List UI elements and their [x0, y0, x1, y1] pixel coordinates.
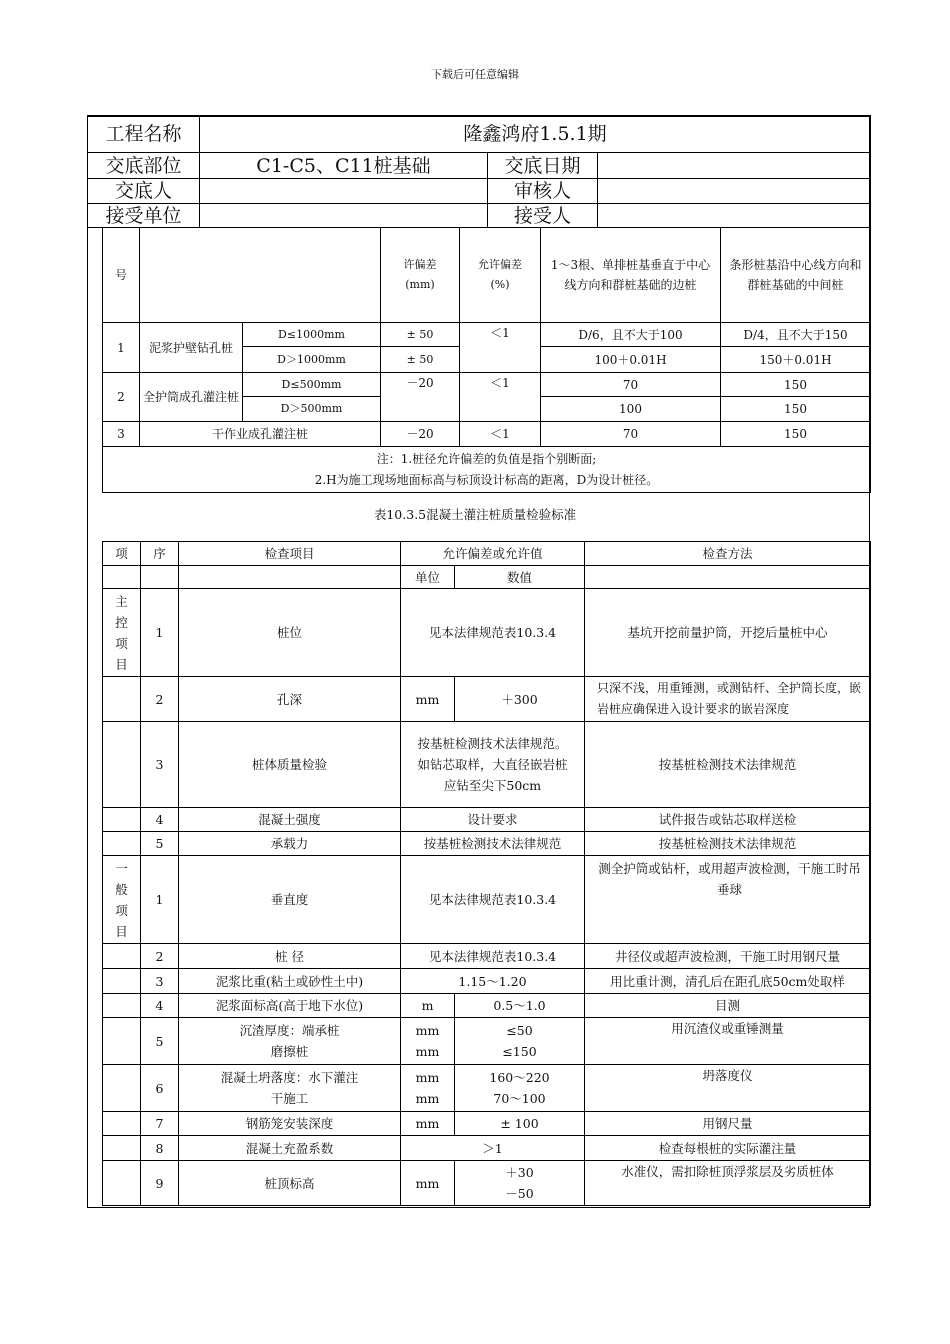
qc-method: 用比重计测，清孔后在距孔底50cm处取样	[585, 969, 871, 994]
tol-note-1: 注：1.桩径允许偏差的负值是指个别断面;	[376, 451, 597, 466]
tol-r1b-b: 150＋0.01H	[721, 347, 871, 373]
qc-seq: 2	[141, 944, 179, 969]
qc-allow: 按基桩检测技术法律规范	[401, 832, 585, 856]
qc-item: 桩体质量检验	[179, 722, 401, 808]
general-group-label: 一 般 项 目	[103, 856, 141, 944]
tol-r1a-b: D/4，且不大于150	[721, 323, 871, 347]
qc-method: 测全护筒或钻杆，或用超声波检测，干施工时吊垂球	[585, 856, 871, 944]
info-table	[87, 115, 871, 228]
qc-item: 承载力	[179, 832, 401, 856]
qc-header-seq: 序	[141, 542, 179, 566]
qc-seq: 3	[141, 969, 179, 994]
tol-r1b-sub: D＞1000mm	[243, 347, 381, 373]
tol-r1b-dev: ± 50	[381, 347, 460, 373]
tol-r1-pct: ＜1	[460, 323, 541, 373]
qc-seq: 2	[141, 677, 179, 722]
qc-seq: 8	[141, 1136, 179, 1161]
page-header: 下载后可任意编辑	[431, 68, 519, 81]
tol-r3-no: 3	[103, 422, 140, 447]
qc-method: 按基桩检测技术法律规范	[585, 722, 871, 808]
qc-item: 混凝土强度	[179, 808, 401, 832]
qc-value: ＋300	[455, 677, 585, 722]
qc-header-unit: 单位	[401, 566, 455, 589]
tol-header-edge: 1～3根、单排桩基垂直于中心线方向和群桩基础的边桩	[541, 228, 721, 323]
tol-header-middle: 条形桩基沿中心线方向和群桩基础的中间桩	[721, 228, 871, 323]
reviewer-value	[598, 179, 871, 204]
qc-seq: 4	[141, 808, 179, 832]
tol-r2b-b: 150	[721, 397, 871, 422]
tol-r3-dev: －20	[381, 422, 460, 447]
part-label: 交底部位	[88, 153, 200, 179]
qc-item: 垂直度	[179, 856, 401, 944]
qc-method: 试件报告或钻芯取样送检	[585, 808, 871, 832]
qc-seq: 3	[141, 722, 179, 808]
qc-item: 桩顶标高	[179, 1161, 401, 1206]
tol-r2a-b: 150	[721, 373, 871, 397]
qc-allow: 按基桩检测技术法律规范。 如钻芯取样，大直径嵌岩桩应钻至尖下50cm	[401, 722, 585, 808]
qc-method: 按基桩检测技术法律规范	[585, 832, 871, 856]
qc-method: 用沉渣仪或重锤测量	[585, 1018, 871, 1065]
unit-value	[200, 204, 488, 228]
part-value: C1-C5、C11桩基础	[200, 153, 488, 179]
qc-value: ± 100	[455, 1112, 585, 1136]
tol-r2-pct: ＜1	[460, 373, 541, 422]
project-label: 工程名称	[88, 116, 200, 153]
qc-item: 钢筋笼安装深度	[179, 1112, 401, 1136]
qc-header-allow: 允许偏差或允许值	[401, 542, 585, 566]
qc-unit: mm	[401, 1161, 455, 1206]
person-label: 交底人	[88, 179, 200, 204]
qc-seq: 1	[141, 589, 179, 677]
tol-r2-no: 2	[103, 373, 140, 422]
qc-item: 桩 径	[179, 944, 401, 969]
qc-header-value: 数值	[455, 566, 585, 589]
tol-r2b-sub: D＞500mm	[243, 397, 381, 422]
qc-method: 水准仪，需扣除桩顶浮浆层及劣质桩体	[585, 1161, 871, 1206]
tol-r3-name: 干作业成孔灌注桩	[140, 422, 381, 447]
qc-seq: 4	[141, 994, 179, 1018]
qc-unit: mm mm	[401, 1065, 455, 1112]
qc-seq: 5	[141, 832, 179, 856]
qc-seq: 9	[141, 1161, 179, 1206]
qc-method: 目测	[585, 994, 871, 1018]
qc-item: 泥浆比重(粘土或砂性土中)	[179, 969, 401, 994]
tol-r2b-a: 100	[541, 397, 721, 422]
qc-header-method: 检查方法	[585, 542, 871, 566]
tol-header-pct: 允许偏差 (%)	[460, 228, 541, 323]
qc-method: 检查每根桩的实际灌注量	[585, 1136, 871, 1161]
qc-item: 泥浆面标高(高于地下水位)	[179, 994, 401, 1018]
quality-table	[102, 541, 871, 1206]
tolerance-table	[102, 227, 871, 493]
tol-r1a-dev: ± 50	[381, 323, 460, 347]
tol-r2a-a: 70	[541, 373, 721, 397]
qc-seq: 6	[141, 1065, 179, 1112]
qc-allow: ＞1	[401, 1136, 585, 1161]
qc-unit: m	[401, 994, 455, 1018]
qc-header-check: 检查项目	[179, 542, 401, 566]
receiver-value	[598, 204, 871, 228]
main-control-group-label: 主 控 项 目	[103, 589, 141, 677]
qc-value: 0.5～1.0	[455, 994, 585, 1018]
qc-item: 桩位	[179, 589, 401, 677]
date-value	[598, 153, 871, 179]
tol-note-2: 2.H为施工现场地面标高与标顶设计标高的距离，D为设计桩径。	[314, 472, 659, 487]
person-value	[200, 179, 488, 204]
qc-unit: mm	[401, 677, 455, 722]
qc-seq: 1	[141, 856, 179, 944]
qc-allow: 设计要求	[401, 808, 585, 832]
table-caption: 表10.3.5混凝土灌注桩质量检验标准	[373, 507, 577, 522]
qc-seq: 7	[141, 1112, 179, 1136]
date-label: 交底日期	[488, 153, 598, 179]
qc-method: 坍落度仪	[585, 1065, 871, 1112]
qc-method: 用钢尺量	[585, 1112, 871, 1136]
tol-r1b-a: 100＋0.01H	[541, 347, 721, 373]
tol-r3-b: 150	[721, 422, 871, 447]
qc-unit: mm	[401, 1112, 455, 1136]
qc-item: 孔深	[179, 677, 401, 722]
qc-value: ＋30 －50	[455, 1161, 585, 1206]
tol-r1-name: 泥浆护壁钻孔桩	[140, 323, 243, 373]
tol-r1a-sub: D≤1000mm	[243, 323, 381, 347]
receiver-label: 接受人	[488, 204, 598, 228]
qc-header-item: 项	[103, 542, 141, 566]
qc-item: 沉渣厚度：端承桩 磨擦桩	[179, 1018, 401, 1065]
qc-method: 基坑开挖前量护筒，开挖后量桩中心	[585, 589, 871, 677]
tol-r2-dev: －20	[381, 373, 460, 422]
qc-value: ≤50 ≤150	[455, 1018, 585, 1065]
qc-method: 只深不浅，用重锤测，或测钻杆、全护筒长度，嵌岩桩应确保进入设计要求的嵌岩深度	[585, 677, 871, 722]
project-value: 隆鑫鸿府1.5.1期	[200, 116, 871, 153]
tol-r3-pct: ＜1	[460, 422, 541, 447]
tol-r2-name: 全护筒成孔灌注桩	[140, 373, 243, 422]
tol-header-no: 号	[103, 228, 140, 323]
qc-allow: 见本法律规范表10.3.4	[401, 589, 585, 677]
tol-header-dev: 许偏差 (mm)	[381, 228, 460, 323]
qc-allow: 见本法律规范表10.3.4	[401, 856, 585, 944]
unit-label: 接受单位	[88, 204, 200, 228]
qc-seq: 5	[141, 1018, 179, 1065]
qc-item: 混凝土坍落度：水下灌注 干施工	[179, 1065, 401, 1112]
qc-allow: 1.15～1.20	[401, 969, 585, 994]
tol-r3-a: 70	[541, 422, 721, 447]
qc-method: 井径仪或超声波检测，干施工时用钢尺量	[585, 944, 871, 969]
tol-header-type	[140, 228, 381, 323]
qc-unit: mm mm	[401, 1018, 455, 1065]
qc-allow: 见本法律规范表10.3.4	[401, 944, 585, 969]
qc-value: 160～220 70～100	[455, 1065, 585, 1112]
tol-r1-no: 1	[103, 323, 140, 373]
tol-r1a-a: D/6，且不大于100	[541, 323, 721, 347]
tol-r2a-sub: D≤500mm	[243, 373, 381, 397]
qc-item: 混凝土充盈系数	[179, 1136, 401, 1161]
reviewer-label: 审核人	[488, 179, 598, 204]
